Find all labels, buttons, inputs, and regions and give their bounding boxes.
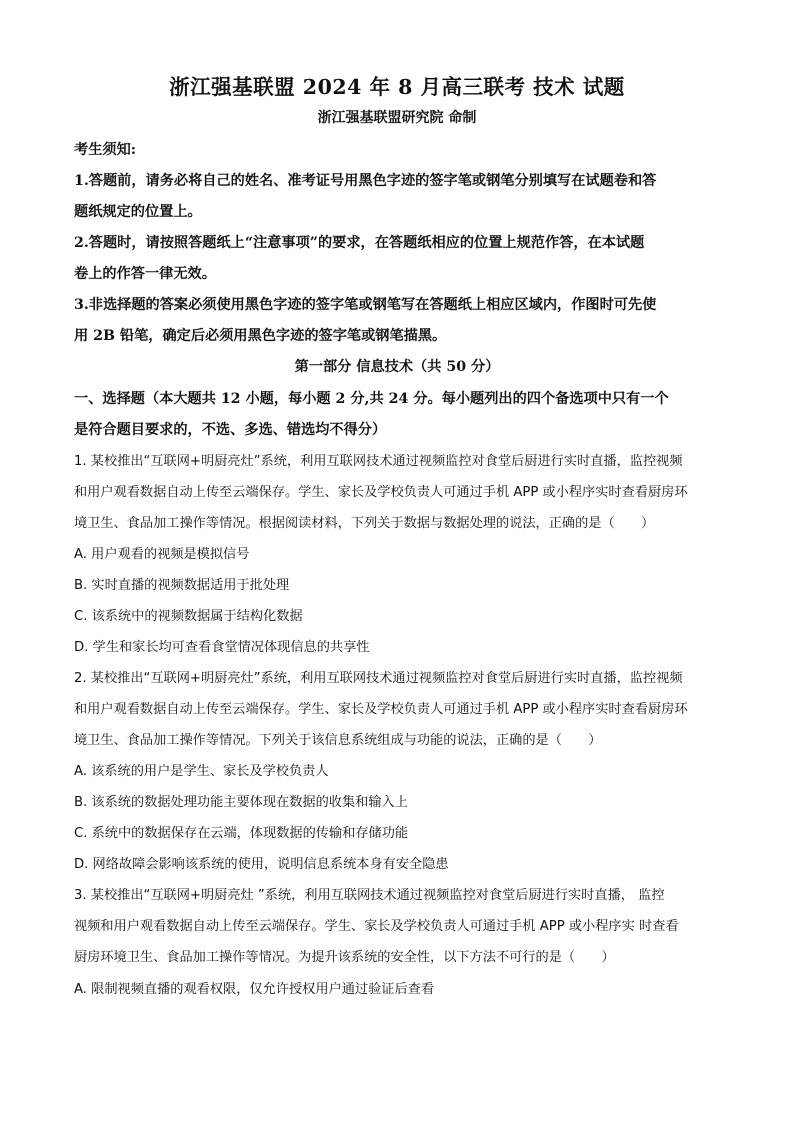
section-heading: 一、选择题（本大题共 12 小题，每小题 2 分,共 24 分。每小题列出的四个备选项中只有一个 [74,391,669,407]
question-3-stem: 厨房环境卫生、食品加工操作等情况。为提升该系统的安全性，以下方法不可行的是（ ） [74,950,615,965]
notice-line: 2.答题时，请按照答题纸上“注意事项”的要求，在答题纸相应的位置上规范作答，在本试题 [74,235,645,251]
question-1-stem: 1. 某校推出“互联网+明厨亮灶”系统，利用互联网技术通过视频监控对食堂后厨进行实时直播，监控视频 [74,454,683,469]
notice-line: 题纸规定的位置上。 [74,204,202,220]
question-1-stem: 境卫生、食品加工操作等情况。根据阅读材料，下列关于数据与数据处理的说法，正确的是（ ） [74,516,655,531]
notice-line: 3.非选择题的答案必须使用黑色字迹的签字笔或钢笔写在答题纸上相应区域内，作图时可先使 [74,297,657,313]
question-3-stem: 视频和用户观看数据自动上传至云端保存。学生、家长及学校负责人可通过手机 APP 或小程序实 时查看 [74,919,679,934]
question-1-option-c[interactable]: C. 该系统中的视频数据属于结构化数据 [74,609,303,624]
exam-title: 浙江强基联盟 2024 年 8 月高三联考 技术 试题 [169,75,625,99]
question-2-stem: 和用户观看数据自动上传至云端保存。学生、家长及学校负责人可通过手机 APP 或小程序实时查看厨房环 [74,702,688,717]
notice-line: 1.答题前，请务必将自己的姓名、准考证号用黑色字迹的签字笔或钢笔分别填写在试题卷和答 [74,173,657,189]
notice-line: 卷上的作答一律无效。 [74,266,216,282]
notice-line: 用 2B 铅笔，确定后必须用黑色字迹的签字笔或钢笔描黑。 [74,328,447,344]
question-1-stem: 和用户观看数据自动上传至云端保存。学生、家长及学校负责人可通过手机 APP 或小程序实时查看厨房环 [74,485,688,500]
question-2-option-c[interactable]: C. 系统中的数据保存在云端，体现数据的传输和存储功能 [74,826,409,841]
question-2-option-d[interactable]: D. 网络故障会影响该系统的使用，说明信息系统本身有安全隐患 [74,857,449,872]
part-title: 第一部分 信息技术（共 50 分） [294,359,500,375]
question-1-option-a[interactable]: A. 用户观看的视频是模拟信号 [74,547,250,562]
question-3-stem: 3. 某校推出“互联网+明厨亮灶 ”系统，利用互联网技术通过视频监控对食堂后厨进行实时直播， 监控 [74,888,665,903]
question-2-stem: 2. 某校推出“互联网+明厨亮灶”系统，利用互联网技术通过视频监控对食堂后厨进行实时直播，监控视频 [74,671,683,686]
question-2-stem: 境卫生、食品加工操作等情况。下列关于该信息系统组成与功能的说法，正确的是（ ） [74,733,602,748]
question-1-option-d[interactable]: D. 学生和家长均可查看食堂情况体现信息的共享性 [74,640,370,655]
question-2-option-a[interactable]: A. 该系统的用户是学生、家长及学校负责人 [74,764,329,779]
notice-heading: 考生须知: [74,142,136,158]
question-2-option-b[interactable]: B. 该系统的数据处理功能主要体现在数据的收集和输入上 [74,795,408,810]
section-heading: 是符合题目要求的，不选、多选、错选均不得分） [74,422,387,438]
question-1-option-b[interactable]: B. 实时直播的视频数据适用于批处理 [74,578,290,593]
question-3-option-a[interactable]: A. 限制视频直播的观看权限，仅允许授权用户通过验证后查看 [74,982,435,997]
exam-subtitle: 浙江强基联盟研究院 命制 [317,110,477,126]
